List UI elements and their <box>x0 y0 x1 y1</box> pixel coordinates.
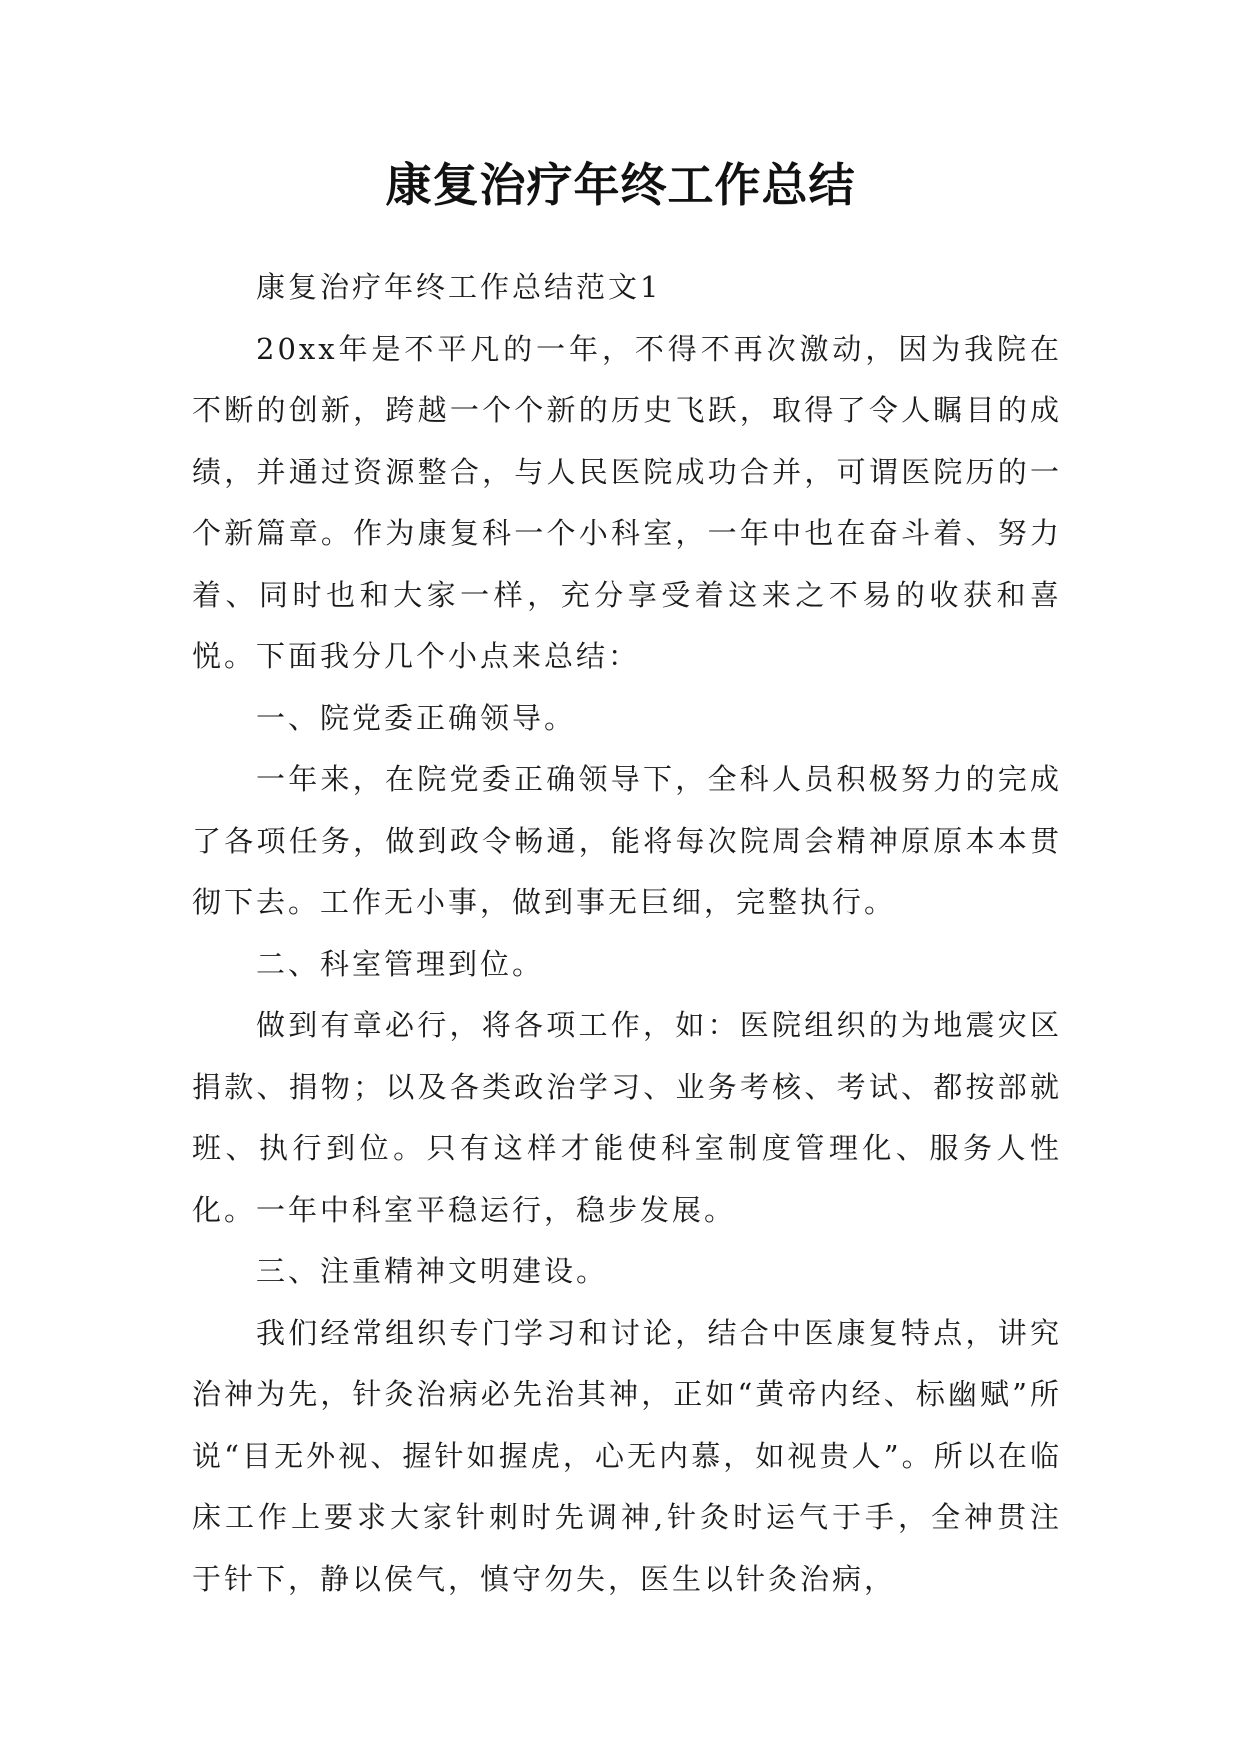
section-heading-1: 一、院党委正确领导。 <box>256 700 577 735</box>
paragraph-subtitle: 康复治疗年终工作总结范文1 <box>256 270 662 304</box>
paragraph-section-2: 做到有章必行，将各项工作，如：医院组织的为地震灾区捐款、捐物；以及各类政治学习、业务考核、考试、都按部就班、执行到位。只有这样才能使科室制度管理化、服务人性化。一年中科室平稳运行，稳步发展。 <box>192 1008 1062 1227</box>
section-heading-3: 三、注重精神文明建设。 <box>256 1254 609 1288</box>
paragraph-section-3: 我们经常组织专门学习和讨论，结合中医康复特点，讲究治神为先，针灸治病必先治其神，正如“黄帝内经、标幽赋”所说“目无外视、握针如握虎，心无内慕，如视贵人”。所以在临床工作上要求大家针刺时先调神,针灸时运气于手，全神贯注于针下，静以侯气，慎守勿失，医生以针灸治病， <box>192 1315 1062 1596</box>
paragraph-intro: 20xx年是不平凡的一年，不得不再次激动，因为我院在不断的创新，跨越一个个新的历史飞跃，取得了令人瞩目的成绩，并通过资源整合，与人民医院成功合并，可谓医院历的一个新篇章。作为康复科一个小科室，一年中也在奋斗着、努力着、同时也和大家一样，充分享受着这来之不易的收获和喜悦。下面我分几个小点来总结： <box>192 331 1062 673</box>
section-heading-2: 二、科室管理到位。 <box>256 946 545 981</box>
document-title: 康复治疗年终工作总结 <box>385 158 856 212</box>
paragraph-section-1: 一年来，在院党委正确领导下，全科人员积极努力的完成了各项任务，做到政令畅通，能将每次院周会精神原原本本贯彻下去。工作无小事，做到事无巨细，完整执行。 <box>192 762 1062 919</box>
document-body <box>192 257 1062 1610</box>
